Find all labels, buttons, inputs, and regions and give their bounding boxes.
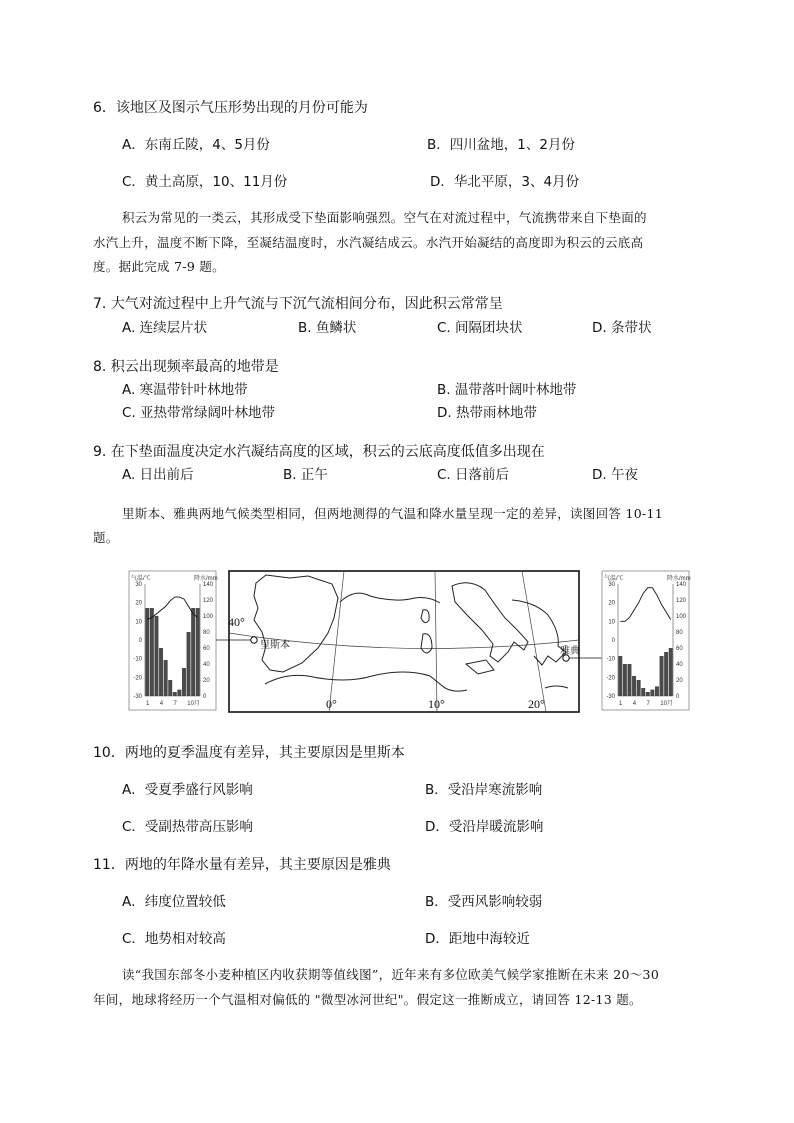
latitude-40-label: 40° (228, 615, 245, 629)
lisbon-month-tick: 1 (146, 701, 150, 707)
athens-precip-bar (646, 692, 650, 696)
athens-precip-bar (669, 648, 673, 696)
question-9-option-b: B. 正午 (283, 467, 328, 483)
lisbon-precip-bar (191, 608, 195, 696)
athens-precip-axis-label: 降水/mm (667, 576, 691, 582)
athens-month-tick: 7 (646, 701, 650, 707)
longitude-20-label: 20° (528, 697, 545, 711)
lisbon-temp-tick: 10 (135, 619, 142, 626)
passage-1-line-2: 水汽上升，温度不断下降，至凝结温度时，水汽凝结成云。水汽开始凝结的高度即为积云的云底高 (93, 235, 644, 250)
lisbon-precip-bar (164, 660, 168, 696)
lisbon-temp-tick: -10 (133, 656, 142, 663)
longitude-10-label: 10° (428, 697, 445, 711)
longitude-0-label: 0° (326, 697, 337, 711)
question-9-stem: 9. 在下垫面温度决定水汽凝结高度的区域，积云的云底高度低值多出现在 (93, 444, 545, 460)
question-8-option-a: A. 寒温带针叶林地带 (122, 382, 248, 398)
lisbon-month-tick: 10月 (187, 701, 200, 707)
athens-month-tick: 10月 (660, 701, 673, 707)
question-9-option-c: C. 日落前后 (437, 467, 510, 483)
lisbon-precip-bar (168, 680, 172, 696)
athens-temp-tick: -20 (606, 675, 615, 682)
athens-temp-tick: 20 (608, 600, 615, 607)
passage-1-line-3: 度。据此完成 7-9 题。 (93, 259, 225, 274)
lisbon-precip-tick: 100 (203, 614, 214, 620)
athens-precip-tick: 0 (676, 694, 680, 700)
question-11-option-b: B．受西风影响较弱 (425, 894, 543, 910)
lisbon-month-tick: 4 (159, 701, 164, 707)
question-10-stem: 10．两地的夏季温度有差异，其主要原因是里斯本 (93, 745, 405, 761)
passage-2-line-1: 里斯本、雅典两地气候类型相同，但两地测得的气温和降水量呈现一定的差异，读图回答 10-11 (122, 506, 664, 521)
athens-month-tick: 1 (619, 701, 623, 707)
athens-label: 雅典 (560, 646, 580, 657)
lisbon-precip-axis-label: 降水/mm (194, 576, 218, 582)
question-8-option-d: D. 热带雨林地带 (437, 405, 537, 421)
question-9-option-d: D. 午夜 (592, 467, 638, 483)
lisbon-precip-tick: 120 (203, 598, 214, 604)
question-8-option-b: B. 温带落叶阔叶林地带 (437, 382, 577, 398)
athens-temp-axis-label: 气温/℃ (604, 576, 624, 582)
athens-precip-tick: 140 (676, 582, 687, 588)
question-7-option-b: B. 鱼鳞状 (298, 320, 357, 336)
lisbon-temp-tick: 30 (135, 582, 142, 588)
passage-2-line-2: 题。 (93, 530, 119, 545)
question-7-option-c: C. 间隔团块状 (437, 320, 523, 336)
question-6-option-d: D．华北平原，3、4月份 (430, 174, 580, 190)
lisbon-precip-bar (196, 608, 200, 696)
lisbon-precip-tick: 0 (203, 694, 207, 700)
lisbon-precip-bar (173, 692, 177, 696)
lisbon-temp-tick: 20 (135, 600, 142, 607)
question-6-option-a: A．东南丘陵，4、5月份 (122, 137, 270, 153)
athens-precip-tick: 120 (676, 598, 687, 604)
athens-climate-chart (602, 571, 691, 710)
athens-precip-tick: 60 (676, 646, 683, 652)
lisbon-precip-bar (154, 616, 158, 696)
lisbon-precip-tick: 80 (203, 630, 210, 636)
climate-map-figure (0, 560, 794, 720)
athens-precip-bar (627, 664, 631, 696)
athens-precip-bar (632, 676, 636, 696)
lisbon-precip-tick: 20 (203, 678, 210, 684)
athens-precip-tick: 20 (676, 678, 683, 684)
lisbon-precip-bar (187, 632, 191, 696)
question-8-stem: 8. 积云出现频率最高的地带是 (93, 359, 279, 375)
question-8-option-c: C. 亚热带常绿阔叶林地带 (122, 405, 276, 421)
question-9-option-a: A. 日出前后 (122, 467, 194, 483)
passage-3-line-1: 读“我国东部冬小麦种植区内收获期等值线图”，近年来有多位欧美气候学家推断在未来 20～30 (122, 967, 660, 982)
question-10-option-b: B．受沿岸寒流影响 (425, 782, 543, 798)
question-7-option-d: D. 条带状 (592, 320, 652, 336)
question-11-option-c: C．地势相对较高 (122, 931, 226, 947)
lisbon-precip-bar (159, 648, 163, 696)
mediterranean-map (228, 571, 581, 712)
lisbon-precip-tick: 60 (203, 646, 210, 652)
athens-precip-bar (618, 656, 622, 696)
lisbon-precip-tick: 40 (203, 662, 210, 668)
athens-precip-bar (623, 664, 627, 696)
question-6-stem: 6．该地区及图示气压形势出现的月份可能为 (93, 100, 368, 116)
lisbon-month-tick: 7 (173, 701, 177, 707)
athens-precip-bar (664, 652, 668, 696)
question-7-option-a: A. 连续层片状 (122, 320, 208, 336)
question-7-stem: 7. 大气对流过程中上升气流与下沉气流相间分布，因此积云常常呈 (93, 296, 503, 312)
lisbon-precip-bar (182, 668, 186, 696)
question-6-option-b: B．四川盆地，1、2月份 (427, 137, 575, 153)
athens-month-tick: 4 (632, 701, 637, 707)
lisbon-temp-axis-label: 气温/℃ (131, 576, 151, 582)
athens-precip-bar (650, 690, 654, 696)
lisbon-label: 里斯本 (260, 640, 290, 651)
question-10-option-c: C．受副热带高压影响 (122, 819, 253, 835)
lisbon-temp-tick: -30 (133, 694, 142, 700)
lisbon-precip-tick: 140 (203, 582, 214, 588)
athens-temp-tick: -30 (606, 694, 615, 700)
passage-1-line-1: 积云为常见的一类云，其形成受下垫面影响强烈。空气在对流过程中，气流携带来自下垫面的 (122, 210, 647, 225)
lisbon-temp-tick: 0 (138, 638, 142, 644)
lisbon-precip-bar (150, 608, 154, 696)
question-11-stem: 11．两地的年降水量有差异，其主要原因是雅典 (93, 857, 391, 873)
athens-precip-bar (660, 656, 664, 696)
question-10-option-d: D．受沿岸暖流影响 (425, 819, 544, 835)
athens-precip-bar (655, 686, 659, 696)
athens-temp-tick: -10 (606, 656, 615, 663)
lisbon-precip-bar (145, 608, 149, 696)
question-6-option-c: C．黄土高原，10、11月份 (122, 174, 288, 190)
athens-precip-tick: 100 (676, 614, 687, 620)
question-11-option-a: A．纬度位置较低 (122, 894, 226, 910)
athens-temp-tick: 30 (608, 582, 615, 588)
passage-3-line-2: 年间，地球将经历一个气温相对偏低的 "微型冰河世纪"。假定这一推断成立，请回答 12-13 题。 (93, 992, 642, 1007)
athens-precip-bar (637, 680, 641, 696)
athens-precip-tick: 80 (676, 630, 683, 636)
lisbon-temp-tick: -20 (133, 675, 142, 682)
question-11-option-d: D．距地中海较近 (425, 931, 530, 947)
athens-temp-tick: 0 (611, 638, 615, 644)
athens-temp-tick: 10 (608, 619, 615, 626)
lisbon-climate-chart (129, 571, 218, 710)
question-10-option-a: A．受夏季盛行风影响 (122, 782, 253, 798)
athens-precip-tick: 40 (676, 662, 683, 668)
athens-precip-bar (641, 688, 645, 696)
lisbon-precip-bar (177, 690, 181, 696)
